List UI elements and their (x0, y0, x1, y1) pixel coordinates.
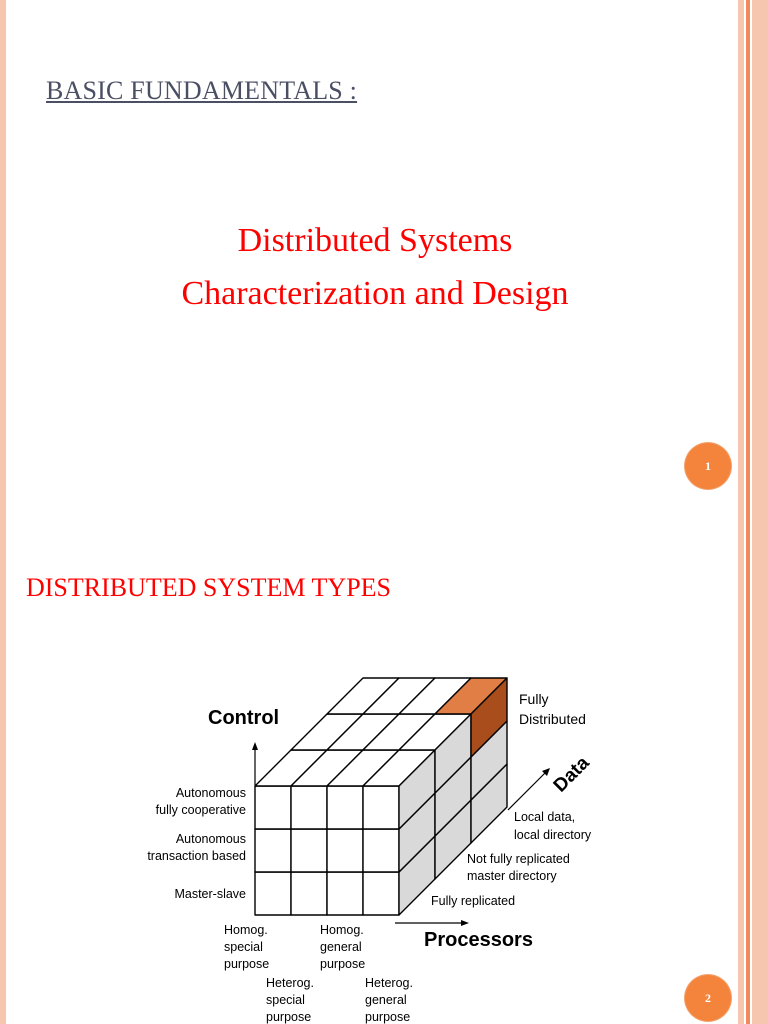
cube-front-cell (291, 872, 327, 915)
processor-type-label: purpose (224, 957, 270, 971)
cube-front-cell (327, 786, 363, 829)
processor-type-label: purpose (365, 1010, 411, 1024)
slide2-heading: DISTRIBUTED SYSTEM TYPES (26, 573, 392, 602)
cube-front-cell (255, 829, 291, 872)
control-level-label: Autonomous (175, 786, 246, 800)
cube-front-cell (291, 786, 327, 829)
data-level-label: Local data, (514, 810, 576, 824)
processors-axis-label: Processors (424, 929, 533, 951)
processor-type-label: Heterog. (365, 976, 413, 990)
slide1-heading: BASIC FUNDAMENTALS : (46, 76, 358, 105)
data-axis-arrow (508, 768, 550, 810)
processor-type-label: Heterog. (266, 976, 314, 990)
processor-type-label: Homog. (224, 923, 268, 937)
fully-distributed-label-line2: Distributed (519, 711, 586, 727)
cube-front-cell (291, 829, 327, 872)
control-level-label: Master-slave (174, 887, 246, 901)
processor-type-label: general (365, 993, 407, 1007)
control-level-label: Autonomous (175, 832, 246, 846)
fully-distributed-label-line1: Fully (519, 691, 549, 707)
processor-type-label: Homog. (320, 923, 364, 937)
control-axis-label: Control (208, 707, 280, 729)
processor-type-label: special (266, 993, 305, 1007)
cube-front-cell (363, 786, 399, 829)
processor-type-label: purpose (320, 957, 366, 971)
processor-types-row1 (224, 923, 365, 971)
data-level-label: Fully replicated (431, 894, 516, 908)
cube-front-cell (363, 829, 399, 872)
processor-type-label: special (224, 940, 263, 954)
control-level-label: fully cooperative (155, 803, 246, 817)
page-number-badge-2: 2 (685, 975, 731, 1021)
cube-front-cell (327, 829, 363, 872)
slide1-title-line2: Characterization and Design (181, 275, 569, 312)
control-levels (147, 786, 246, 901)
page-number-badge-1: 1 (685, 443, 731, 489)
processors-axis-arrow (395, 920, 469, 926)
processor-type-label: purpose (266, 1010, 312, 1024)
control-axis-arrow (252, 742, 258, 785)
cube-front-cell (327, 872, 363, 915)
data-level-label: master directory (467, 869, 557, 883)
cube-front-cell (255, 872, 291, 915)
data-level-label: Not fully replicated (467, 852, 570, 866)
data-axis-label: Data (549, 752, 594, 797)
processor-types-row2 (266, 976, 413, 1024)
data-level-label: local directory (514, 828, 592, 842)
cube-front-cell (255, 786, 291, 829)
slide1-title-line1: Distributed Systems (237, 222, 513, 259)
control-level-label: transaction based (147, 849, 246, 863)
processor-type-label: general (320, 940, 362, 954)
cube-front-cell (363, 872, 399, 915)
